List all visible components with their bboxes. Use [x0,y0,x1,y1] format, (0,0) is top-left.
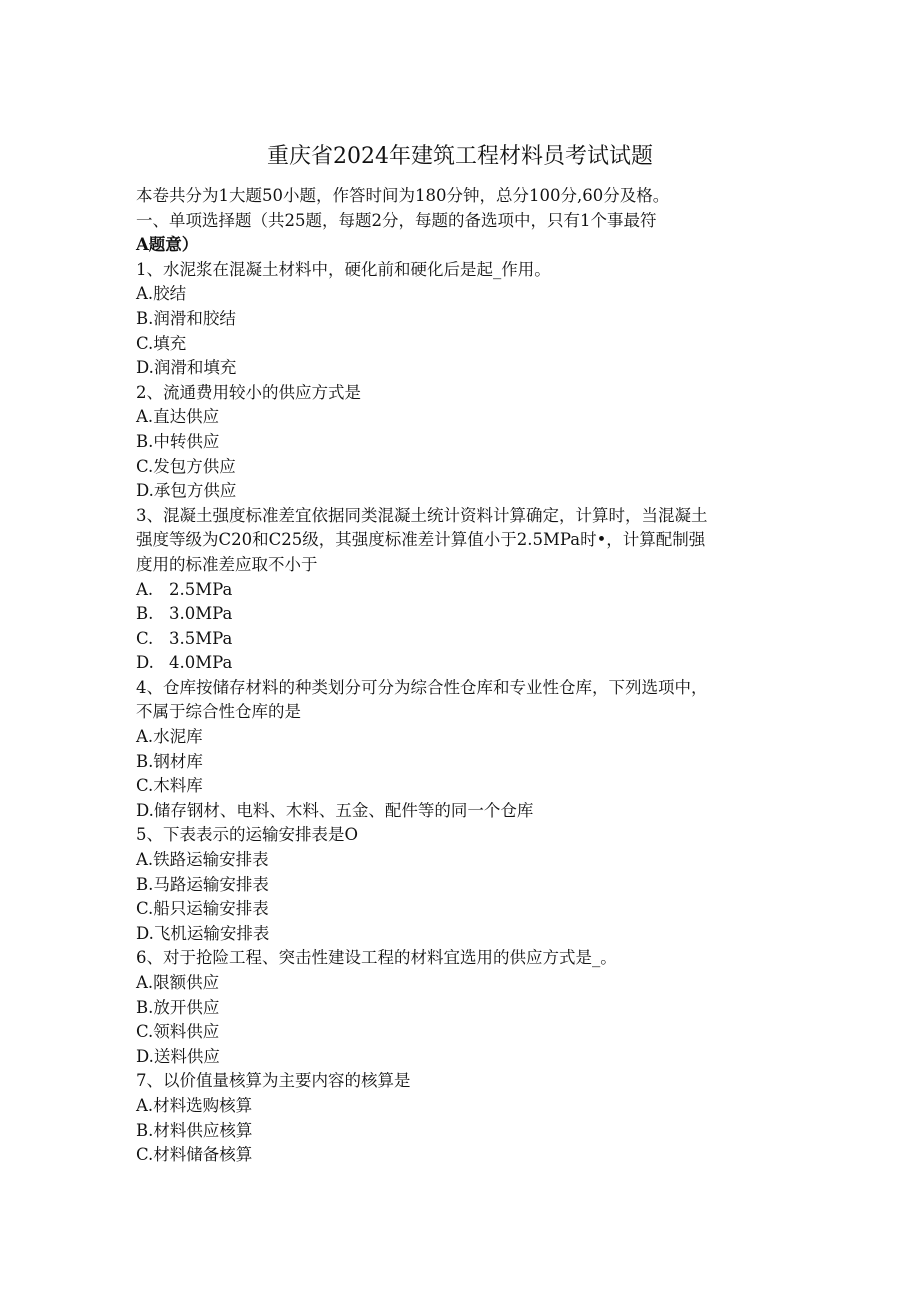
question-stem: 2、流通费用较小的供应方式是 [136,382,361,402]
question-6 [136,946,786,1069]
option-letter: C. [136,628,154,648]
option-a: A.铁路运输安排表 [136,850,269,870]
option-d: D.润滑和填充 [136,358,237,378]
question-stem: 1、水泥浆在混凝土材料中，硬化前和硬化后是起_作用。 [136,259,551,279]
option-a: A.材料选购核算 [136,1095,253,1115]
question-5 [136,823,786,946]
question-stem-line-3: 度用的标准差应取不小于 [136,554,318,574]
question-stem-line-1: 4、仓库按储存材料的种类划分可分为综合性仓库和专业性仓库，下列选项中， [136,677,708,697]
option-a: A.限额供应 [136,973,220,992]
option-c: C.木料库 [136,776,203,796]
option-d: D.储存钢材、电料、木料、五金、配件等的同一个仓库 [136,800,534,820]
option-text: 3.0MPa [169,604,233,624]
document-title: 重庆省2024年建筑工程材料员考试试题 [267,144,653,169]
option-b: B.中转供应 [136,431,220,451]
exam-intro: 本卷共分为1大题50小题，作答时间为180分钟，总分100分,60分及格。 [136,186,670,205]
question-stem: 7、以价值量核算为主要内容的核算是 [136,1071,411,1091]
option-a: A.水泥库 [136,727,203,747]
question-2 [136,381,786,504]
section-heading: 一、单项选择题（共25题，每题2分，每题的备选项中，只有1个事最符 [136,210,657,230]
option-letter: A. [136,579,154,599]
option-c [136,627,786,652]
option-b: B.润滑和胶结 [136,308,236,328]
option-d: D.飞机运输安排表 [136,923,270,943]
option-d: D.送料供应 [136,1046,220,1066]
option-a [136,578,786,603]
option-c: C.发包方供应 [136,456,236,476]
option-letter: D. [136,653,154,673]
question-stem-line-1: 3、混凝土强度标准差宜依据同类混凝土统计资料计算确定，计算时，当混凝土 [136,505,708,525]
option-a: A.直达供应 [136,407,220,427]
option-b: B.马路运输安排表 [136,874,269,894]
question-4 [136,676,786,824]
option-d: D.承包方供应 [136,481,237,501]
option-text: 4.0MPa [169,653,233,673]
option-c: C.材料储备核算 [136,1145,253,1165]
option-b: B.材料供应核算 [136,1120,253,1140]
option-text: 2.5MPa [169,579,233,599]
question-1 [136,258,786,381]
question-stem: 5、下表表示的运输安排表是O [136,825,359,845]
option-c: C.船只运输安排表 [136,899,269,919]
question-stem: 6、对于抢险工程、突击性建设工程的材料宜选用的供应方式是_。 [136,948,617,968]
option-d [136,651,786,676]
option-text: 3.5MPa [169,628,233,648]
option-a: A.胶结 [136,284,187,304]
question-stem-line-2: 不属于综合性仓库的是 [136,702,301,722]
question-3 [136,504,786,676]
option-b [136,602,786,627]
section-heading-continued: A题意） [136,235,199,255]
document-body [136,184,786,1168]
option-b: B.钢材库 [136,751,203,771]
option-c: C.领料供应 [136,1022,220,1042]
question-stem-line-2: 强度等级为C20和C25级，其强度标准差计算值小于2.5MPa时•，计算配制强 [136,530,706,550]
question-7 [136,1069,786,1167]
option-b: B.放开供应 [136,997,220,1017]
option-c: C.填充 [136,333,187,353]
option-letter: B. [136,604,154,624]
